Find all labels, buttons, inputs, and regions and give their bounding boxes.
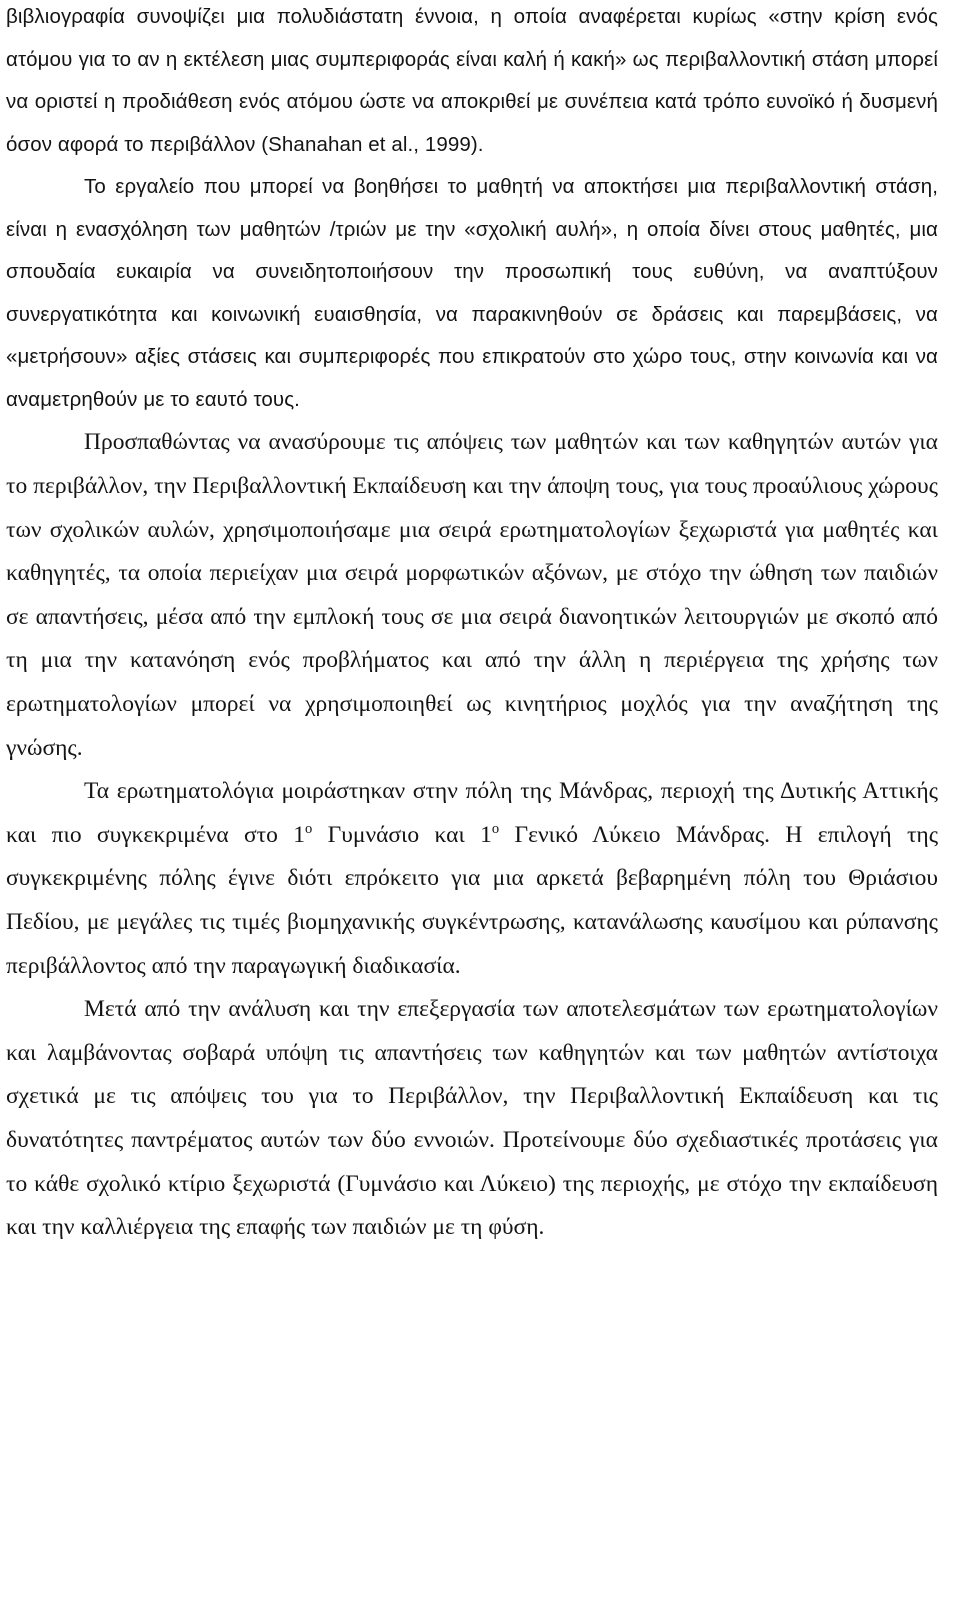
paragraph-4-text-3: Γενικό Λύκειο Μάνδρας. Η επιλογή της συγκεκριμένης πόλης έγινε διότι επρόκειτο για μια αρκετά βεβαρημένη πόλη του Θριάσιου Πεδίου, με μεγάλες τις τιμές βιομηχανικής συγκέντρωσης, κατανάλωσης καυσίμου και ρύπανσης περιβάλλοντος από την παραγωγική διαδικασία. [6,821,939,979]
ordinal-superscript-1: ο [304,820,313,837]
paragraph-3: Προσπαθώντας να ανασύρουμε τις απόψεις των μαθητών και των καθηγητών αυτών για το περιβάλλον, την Περιβαλλοντική Εκπαίδευση και την άποψη τους, για τους προαύλιους χώρους των σχολικών αυλών, χρησιμοποιήσαμε μια σειρά ερωτηματολογίων ξεχωριστά για μαθητές και καθηγητές, τα οποία περιείχαν μια σειρά μορφωτικών αξόνων, με στόχο την ώθηση των παιδιών σε απαντήσεις, μέσα από την εμπλοκή τους σε μια σειρά διανοητικών λειτουργιών με σκοπό από τη μια την κατανόηση ενός προβλήματος και από την άλλη η περιέργεια της χρήσης των ερωτηματολογίων μπορεί να χρησιμοποιηθεί ως κινητήριος μοχλός για την αναζήτηση της γνώσης. [6,429,938,761]
ordinal-superscript-2: ο [491,820,500,837]
paragraph-4 [6,770,938,988]
paragraph-2: Το εργαλείο που μπορεί να βοηθήσει το μαθητή να αποκτήσει μια περιβαλλοντική στάση, είναι η ενασχόληση των μαθητών /τριών με την «σχολική αυλή», η οποία δίνει στους μαθητές, μια σπουδαία ευκαιρία να συνειδητοποιήσουν την προσωπική τους ευθύνη, να αναπτύξουν συνεργατικότητα και κοινωνική ευαισθησία, να παρακινηθούν σε δράσεις και παρεμβάσεις, να «μετρήσουν» αξίες στάσεις και συμπεριφορές που επικρατούν στο χώρο τους, στην κοινωνία και να αναμετρηθούν με το εαυτό τους. [6,175,938,411]
paragraph-5: Μετά από την ανάλυση και την επεξεργασία των αποτελεσμάτων των ερωτηματολογίων και λαμβάνοντας σοβαρά υπόψη τις απαντήσεις των καθηγητών και των μαθητών αντίστοιχα σχετικά με τις απόψεις του για το Περιβάλλον, την Περιβαλλοντική Εκπαίδευση και τις δυνατότητες παντρέματος αυτών των δύο εννοιών. Προτείνουμε δύο σχεδιαστικές προτάσεις για το κάθε σχολικό κτίριο ξεχωριστά (Γυμνάσιο και Λύκειο) της περιοχής, με στόχο την εκπαίδευση και την καλλιέργεια της επαφής των παιδιών με τη φύση. [6,996,938,1241]
paragraph-4-text-2: Γυμνάσιο και 1 [312,821,492,848]
paragraph-1: βιβλιογραφία συνοψίζει μια πολυδιάστατη έννοια, η οποία αναφέρεται κυρίως «στην κρίση ενός ατόμου για το αν η εκτέλεση μιας συμπεριφοράς είναι καλή ή κακή» ως περιβαλλοντική στάση μπορεί να οριστεί η προδιάθεση ενός ατόμου ώστε να αποκριθεί με συνέπεια κατά τρόπο ευνοϊκό ή δυσμενή όσον αφορά το περιβάλλον (Shanahan et al., 1999). [6,5,938,156]
paragraph-4-text-1: Τα ερωτηματολόγια μοιράστηκαν στην πόλη της Μάνδρας, περιοχή της Δυτικής Αττικής και πιο συγκεκριμένα στο 1 [6,778,938,848]
document-page [6,0,938,1250]
